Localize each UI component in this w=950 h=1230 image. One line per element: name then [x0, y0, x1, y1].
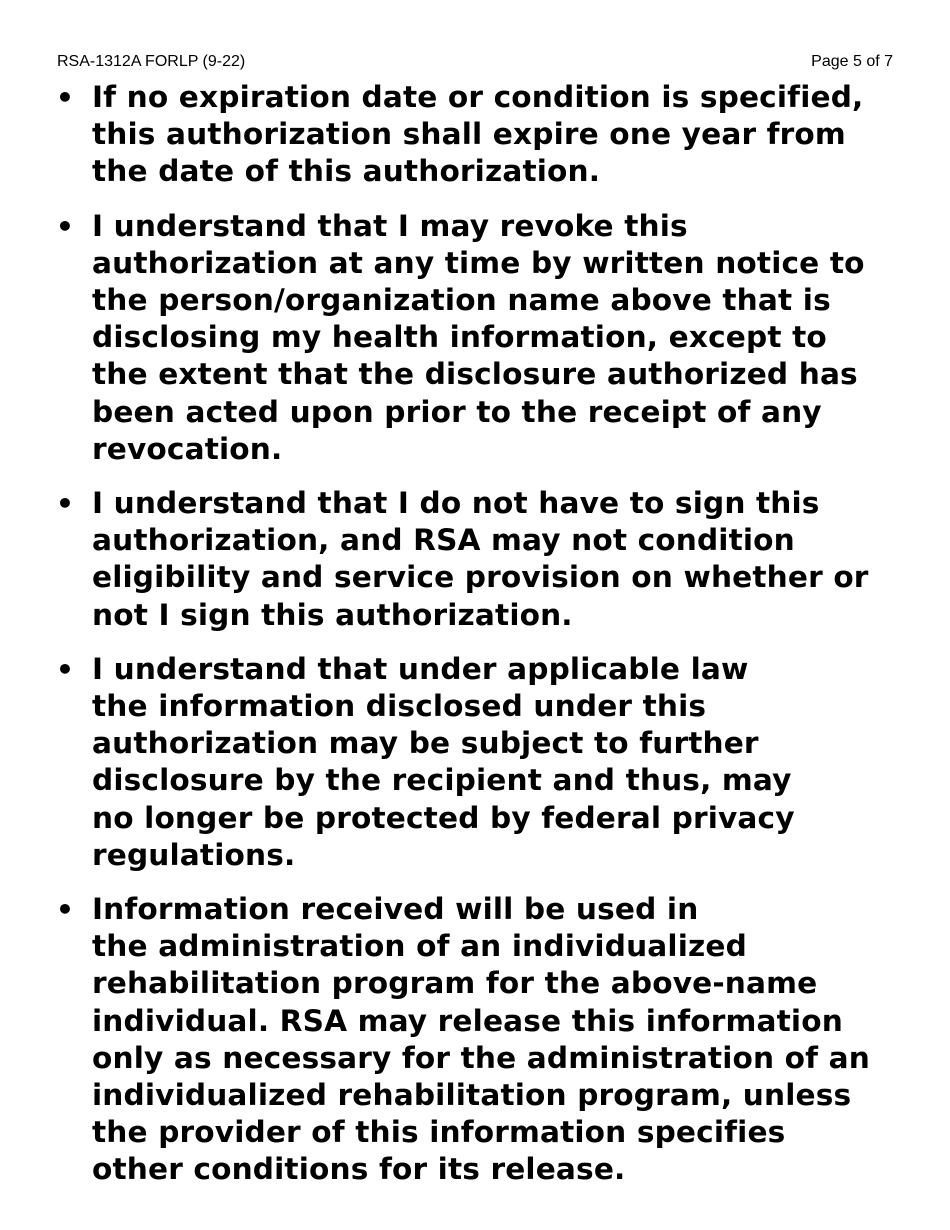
bullet-icon: •: [56, 209, 74, 243]
bullet-text: If no expiration date or condition is specified, this authorization shall expire one year from the date of this authorization.: [92, 80, 864, 189]
bullet-icon: •: [56, 893, 74, 927]
form-id: RSA-1312A FORLP (9-22): [57, 53, 246, 70]
bullet-list: [56, 79, 906, 1206]
page-number: Page 5 of 7: [811, 53, 893, 70]
bullet-icon: •: [56, 652, 74, 686]
bullet-icon: •: [56, 487, 74, 521]
bullet-item: [56, 208, 906, 468]
bullet-text: I understand that under applicable law the information disclosed under this authorization may be subject to further disclosure by the recipient and thus, may no longer be protected by federal privacy regulations.: [92, 651, 795, 872]
bullet-item: [56, 79, 906, 191]
bullet-text: Information received will be used in the administration of an individualized rehabilitation program for the above-name individual. RSA may release this information only as necessary for the administration of an individualized rehabilitation program, unless the provider of this information specifies other conditions for its release.: [92, 892, 870, 1187]
bullet-icon: •: [56, 81, 74, 114]
bullet-item: [56, 651, 906, 874]
bullet-item: [56, 891, 906, 1189]
bullet-text: I understand that I do not have to sign this authorization, and RSA may not condition eligibility and service provision on whether or not I sign this authorization.: [92, 486, 869, 632]
page-header: [57, 52, 893, 72]
bullet-item: [56, 485, 906, 634]
bullet-text: I understand that I may revoke this authorization at any time by written notice to the person/organization name above that is disclosing my health information, except to the extent that the disclosure authorized has been acted upon prior to the receipt of any revocation.: [92, 208, 865, 466]
